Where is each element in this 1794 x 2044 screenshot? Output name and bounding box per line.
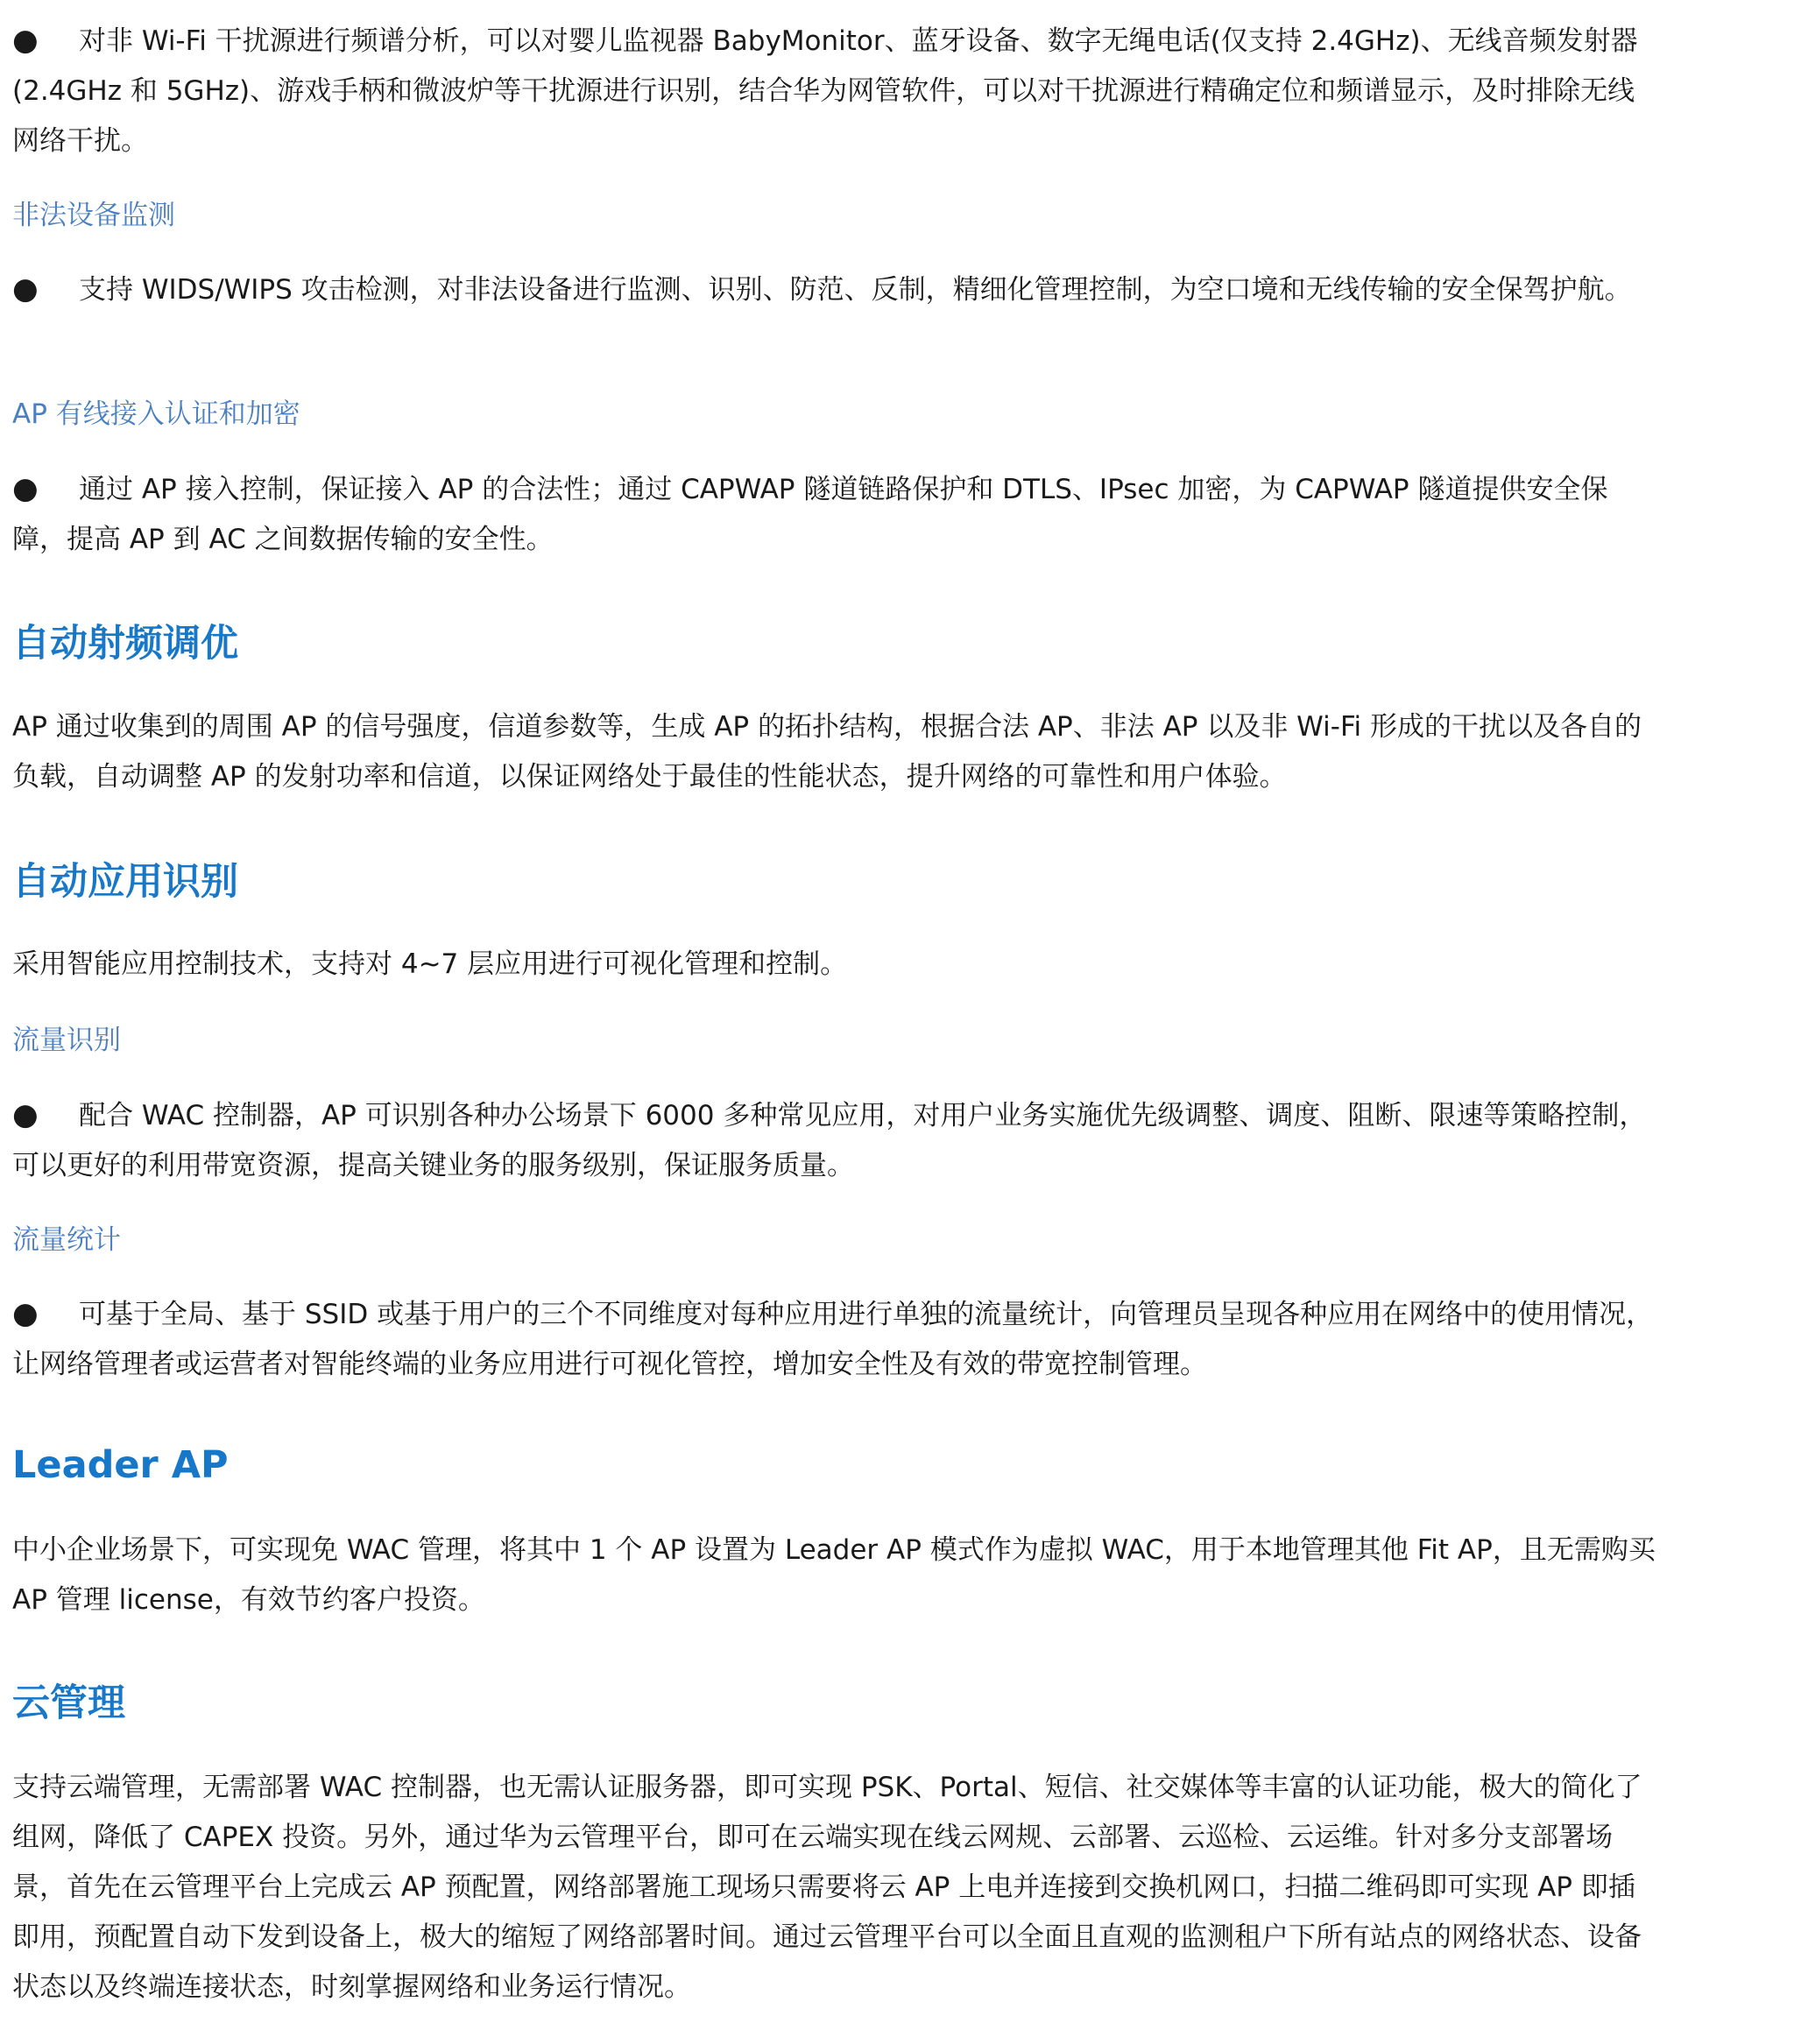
flow-identification-subheading: 流量识别 [12,1025,121,1056]
flow-identification-bullet [12,1090,1659,1191]
app-recognition-heading: 自动应用识别 [12,860,238,904]
cloud-management-text: 支持云端管理，无需部署 WAC 控制器，也无需认证服务器，即可实现 PSK、Portal、短信、社交媒体等丰富的认证功能，极大的简化了组网，降低了 CAPEX 投资。另外，通过华为云管理平台，即可在云端实现在线云网规、云部署、云巡检、云运维。针对多分支部署场景，首先在云管理平台上完成云 AP 预配置，网络部署施工现场只需要将云 AP 上电并连接到交换机网口，扫描二维码即可实现 AP 即插即用，预配置自动下发到设备上，极大的缩短了网络部署时间。通过云管理平台可以全面且直观的监测租户下所有站点的网络状态、设备状态以及终端连接状态，时刻掌握网络和业务运行情况。 [12,1772,1642,2003]
flow-statistics-bullet [12,1289,1659,1390]
rf-tuning-text: AP 通过收集到的周围 AP 的信号强度，信道参数等，生成 AP 的拓扑结构，根据合法 AP、非法 AP 以及非 Wi-Fi 形成的干扰以及各自的负载，自动调整 AP 的发射功率和信道，以保证网络处于最佳的性能状态，提升网络的可靠性和用户体验。 [12,711,1642,793]
app-recognition-text: 采用智能应用控制技术，支持对 4~7 层应用进行可视化管理和控制。 [12,948,848,980]
bullet-icon: ● [12,1097,39,1132]
bullet-icon: ● [12,271,39,307]
ap-auth-bullet-text: 通过 AP 接入控制，保证接入 AP 的合法性；通过 CAPWAP 隧道链路保护和 DTLS、IPsec 加密，为 CAPWAP 隧道提供安全保障，提高 AP 到 AC 之间数据传输的安全性。 [12,474,1608,555]
leader-ap-text: 中小企业场景下，可实现免 WAC 管理，将其中 1 个 AP 设置为 Leader AP 模式作为虚拟 WAC，用于本地管理其他 Fit AP，且无需购买 AP 管理 license，有效节约客户投资。 [12,1534,1656,1616]
bullet-icon: ● [12,471,39,506]
flow-statistics-subheading: 流量统计 [12,1224,121,1256]
illegal-device-bullet-text: 支持 WIDS/WIPS 攻击检测，对非法设备进行监测、识别、防范、反制，精细化管理控制，为空口境和无线传输的安全保驾护航。 [79,274,1632,306]
interference-bullet [12,16,1659,166]
flow-statistics-bullet-text: 可基于全局、基于 SSID 或基于用户的三个不同维度对每种应用进行单独的流量统计，向管理员呈现各种应用在网络中的使用情况，让网络管理者或运营者对智能终端的业务应用进行可视化管控，增加安全性及有效的带宽控制管理。 [12,1299,1654,1380]
illegal-device-bullet [12,264,1659,315]
interference-bullet-text: 对非 Wi-Fi 干扰源进行频谱分析，可以对婴儿监视器 BabyMonitor、蓝牙设备、数字无绳电话(仅支持 2.4GHz)、无线音频发射器(2.4GHz 和 5GHz)、游戏手柄和微波炉等干扰源进行识别，结合华为网管软件，可以对干扰源进行精确定位和频谱显示，及时排除无线网络干扰。 [12,25,1638,157]
cloud-management-heading: 云管理 [12,1681,125,1725]
rf-tuning-heading: 自动射频调优 [12,622,238,666]
bullet-icon: ● [12,1296,39,1331]
leader-ap-heading: Leader AP [12,1443,229,1487]
ap-auth-bullet [12,464,1659,565]
bullet-icon: ● [12,23,39,58]
ap-auth-subheading: AP 有线接入认证和加密 [12,398,300,430]
illegal-device-subheading: 非法设备监测 [12,200,175,231]
flow-identification-bullet-text: 配合 WAC 控制器，AP 可识别各种办公场景下 6000 多种常见应用，对用户业务实施优先级调整、调度、阻断、限速等策略控制，可以更好的利用带宽资源，提高关键业务的服务级别，保证服务质量。 [12,1100,1647,1181]
